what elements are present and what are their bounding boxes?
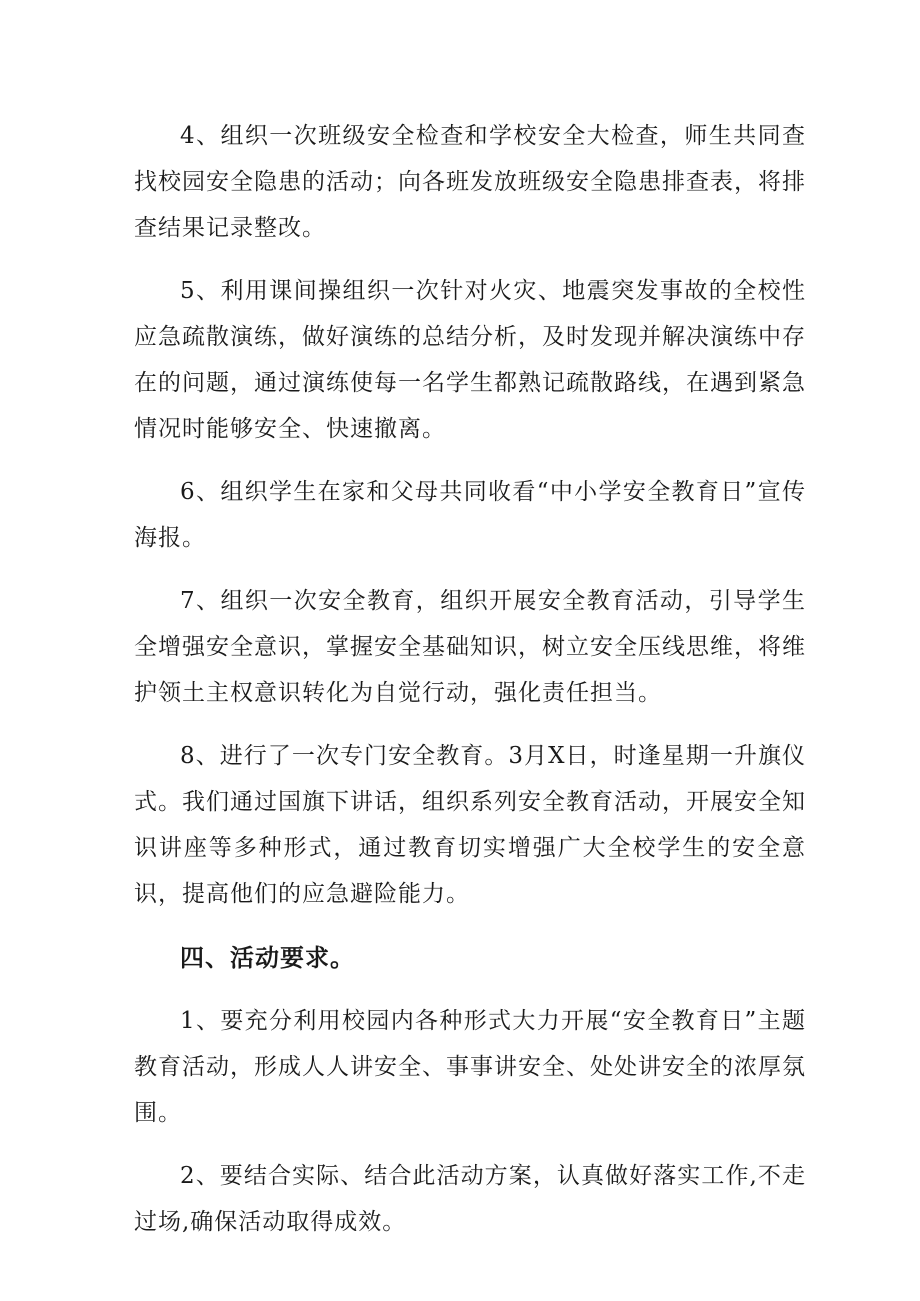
paragraph-item-4: 4、组织一次班级安全检查和学校安全大检查，师生共同查找校园安全隐患的活动；向各班发放班级安全隐患排查表，将排查结果记录整改。 <box>134 123 806 241</box>
paragraph-item-7: 7、组织一次安全教育，组织开展安全教育活动，引导学生全增强安全意识，掌握安全基础知识，树立安全压线思维，将维护领土主权意识转化为自觉行动，强化责任担当。 <box>134 588 806 706</box>
requirement-item-1: 1、要充分利用校园内各种形式大力开展“安全教育日”主题教育活动，形成人人讲安全、事事讲安全、处处讲安全的浓厚氛围。 <box>134 1008 806 1126</box>
paragraph-item-5: 5、利用课间操组织一次针对火灾、地震突发事故的全校性应急疏散演练，做好演练的总结分析，及时发现并解决演练中存在的问题，通过演练使每一名学生都熟记疏散路线，在遇到紧急情况时能够安全、快速撤离。 <box>134 278 806 442</box>
section-heading: 四、活动要求。 <box>180 944 355 972</box>
paragraph-item-8: 8、进行了一次专门安全教育。3月X日，时逢星期一升旗仪式。我们通过国旗下讲话，组织系列安全教育活动，开展安全知识讲座等多种形式，通过教育切实增强广大全校学生的安全意识，提高他们的应急避险能力。 <box>134 743 806 907</box>
paragraph-item-6: 6、组织学生在家和父母共同收看“中小学安全教育日”宣传海报。 <box>134 479 806 551</box>
requirement-item-2: 2、要结合实际、结合此活动方案，认真做好落实工作,不走过场,确保活动取得成效。 <box>134 1163 806 1235</box>
document-body <box>134 113 806 1245</box>
